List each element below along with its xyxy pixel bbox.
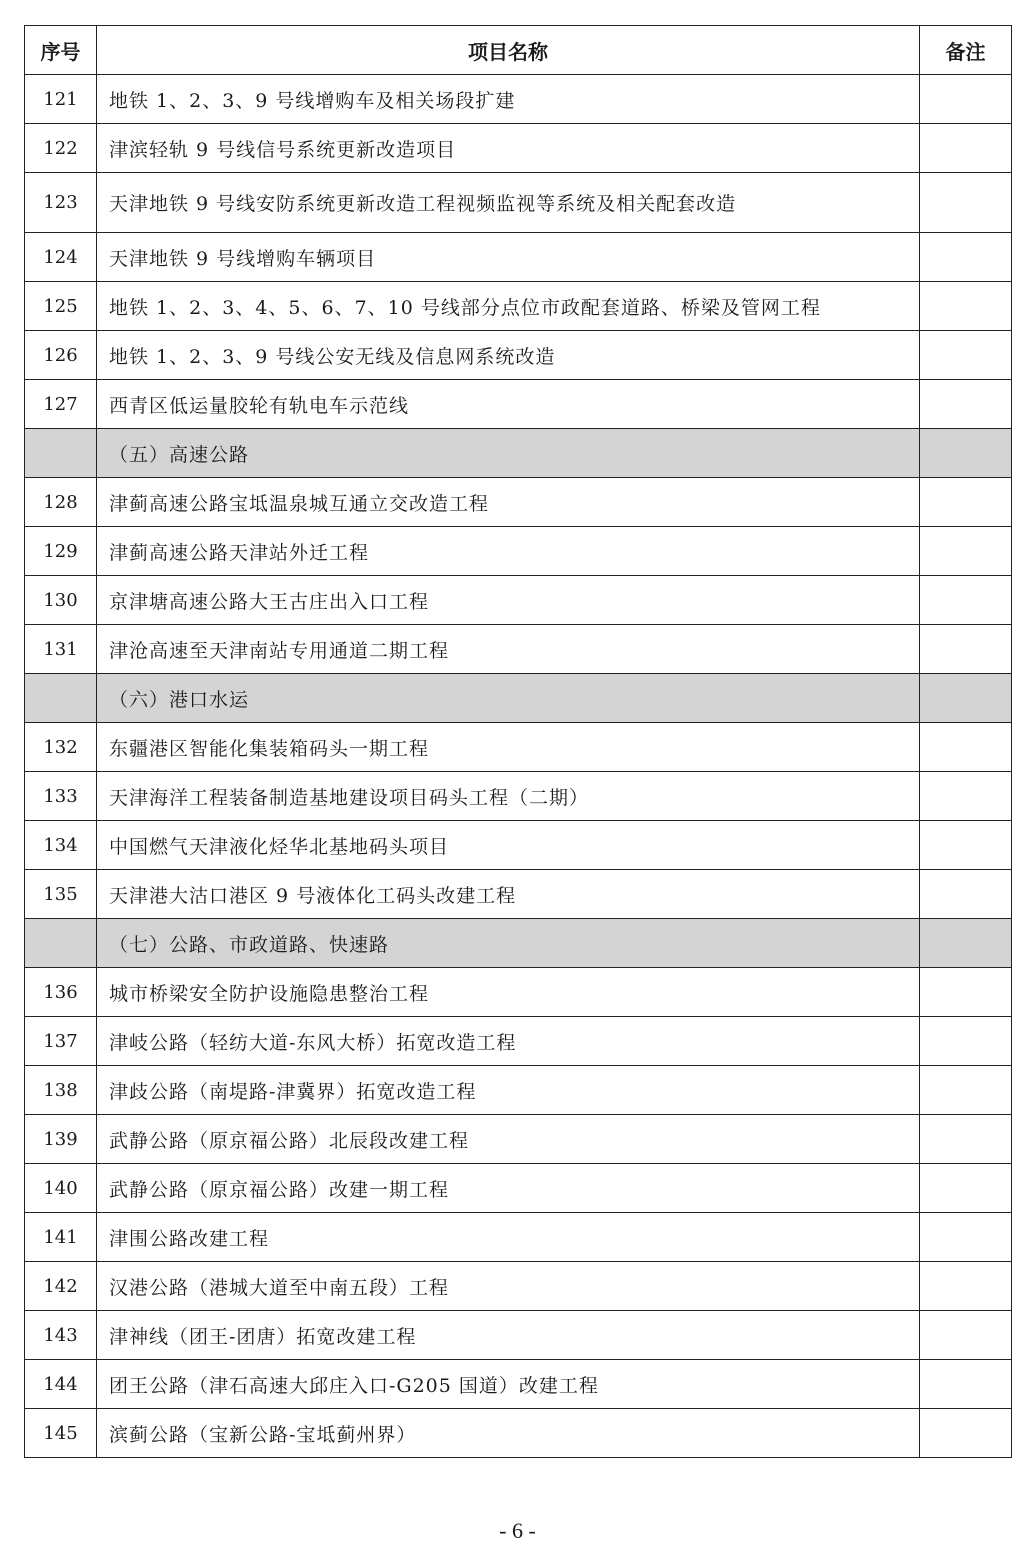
serial-number-cell: 127: [25, 380, 97, 429]
project-name-cell: 武静公路（原京福公路）改建一期工程: [97, 1164, 920, 1213]
remarks-cell: [920, 478, 1012, 527]
remarks-cell: [920, 331, 1012, 380]
table-row: [25, 1115, 1012, 1164]
serial-number-cell: 121: [25, 75, 97, 124]
section-header-row: [25, 674, 1012, 723]
remarks-cell: [920, 1066, 1012, 1115]
remarks-cell: [920, 1311, 1012, 1360]
table-row: [25, 772, 1012, 821]
serial-number-cell: 128: [25, 478, 97, 527]
table-row: [25, 1262, 1012, 1311]
table-row: [25, 380, 1012, 429]
project-name-cell: 地铁 1、2、3、9 号线增购车及相关场段扩建: [97, 75, 920, 124]
remarks-cell: [920, 527, 1012, 576]
project-name-cell: 京津塘高速公路大王古庄出入口工程: [97, 576, 920, 625]
project-name-cell: 津神线（团王-团唐）拓宽改建工程: [97, 1311, 920, 1360]
table-row: [25, 576, 1012, 625]
serial-number-cell: 139: [25, 1115, 97, 1164]
table-row: [25, 478, 1012, 527]
section-title-cell: （五）高速公路: [97, 429, 920, 478]
table-row: [25, 821, 1012, 870]
header-remarks: 备注: [920, 26, 1012, 75]
remarks-cell: [920, 173, 1012, 233]
serial-number-cell: 129: [25, 527, 97, 576]
remarks-cell: [920, 625, 1012, 674]
serial-number-cell: 134: [25, 821, 97, 870]
table-row: [25, 233, 1012, 282]
remarks-cell: [920, 870, 1012, 919]
serial-number-cell: 144: [25, 1360, 97, 1409]
table-header-row: [25, 26, 1012, 75]
project-name-cell: 地铁 1、2、3、4、5、6、7、10 号线部分点位市政配套道路、桥梁及管网工程: [97, 282, 920, 331]
section-header-row: [25, 919, 1012, 968]
remarks-cell: [920, 576, 1012, 625]
serial-number-cell: [25, 674, 97, 723]
serial-number-cell: 125: [25, 282, 97, 331]
remarks-cell: [920, 821, 1012, 870]
serial-number-cell: 122: [25, 124, 97, 173]
serial-number-cell: 135: [25, 870, 97, 919]
serial-number-cell: 130: [25, 576, 97, 625]
table-row: [25, 1311, 1012, 1360]
project-table-container: [24, 25, 1011, 1458]
table-row: [25, 1409, 1012, 1458]
remarks-cell: [920, 968, 1012, 1017]
table-row: [25, 870, 1012, 919]
table-row: [25, 723, 1012, 772]
remarks-cell: [920, 233, 1012, 282]
remarks-cell: [920, 772, 1012, 821]
project-name-cell: 天津地铁 9 号线增购车辆项目: [97, 233, 920, 282]
serial-number-cell: 138: [25, 1066, 97, 1115]
serial-number-cell: 143: [25, 1311, 97, 1360]
remarks-cell: [920, 723, 1012, 772]
table-body: [25, 75, 1012, 1458]
project-name-cell: 城市桥梁安全防护设施隐患整治工程: [97, 968, 920, 1017]
project-name-cell: 津岐公路（轻纺大道-东风大桥）拓宽改造工程: [97, 1017, 920, 1066]
section-title-cell: （六）港口水运: [97, 674, 920, 723]
project-name-cell: 天津地铁 9 号线安防系统更新改造工程视频监视等系统及相关配套改造: [97, 173, 920, 233]
remarks-cell: [920, 1262, 1012, 1311]
section-title-cell: （七）公路、市政道路、快速路: [97, 919, 920, 968]
remarks-cell: [920, 1017, 1012, 1066]
remarks-cell: [920, 1360, 1012, 1409]
serial-number-cell: 132: [25, 723, 97, 772]
remarks-cell: [920, 124, 1012, 173]
serial-number-cell: 137: [25, 1017, 97, 1066]
project-name-cell: 汉港公路（港城大道至中南五段）工程: [97, 1262, 920, 1311]
table-row: [25, 625, 1012, 674]
table-row: [25, 1164, 1012, 1213]
table-row: [25, 968, 1012, 1017]
project-name-cell: 西青区低运量胶轮有轨电车示范线: [97, 380, 920, 429]
remarks-cell: [920, 1409, 1012, 1458]
project-name-cell: 地铁 1、2、3、9 号线公安无线及信息网系统改造: [97, 331, 920, 380]
project-name-cell: 津围公路改建工程: [97, 1213, 920, 1262]
table-row: [25, 282, 1012, 331]
header-serial-number: 序号: [25, 26, 97, 75]
remarks-cell: [920, 674, 1012, 723]
project-name-cell: 津沧高速至天津南站专用通道二期工程: [97, 625, 920, 674]
project-name-cell: 武静公路（原京福公路）北辰段改建工程: [97, 1115, 920, 1164]
section-header-row: [25, 429, 1012, 478]
remarks-cell: [920, 1213, 1012, 1262]
table-row: [25, 527, 1012, 576]
table-row: [25, 124, 1012, 173]
remarks-cell: [920, 282, 1012, 331]
table-row: [25, 331, 1012, 380]
project-name-cell: 津滨轻轨 9 号线信号系统更新改造项目: [97, 124, 920, 173]
project-name-cell: 津蓟高速公路宝坻温泉城互通立交改造工程: [97, 478, 920, 527]
serial-number-cell: 141: [25, 1213, 97, 1262]
serial-number-cell: 124: [25, 233, 97, 282]
project-name-cell: 津歧公路（南堤路-津冀界）拓宽改造工程: [97, 1066, 920, 1115]
remarks-cell: [920, 1115, 1012, 1164]
project-name-cell: 滨蓟公路（宝新公路-宝坻蓟州界）: [97, 1409, 920, 1458]
project-table: [24, 25, 1012, 1458]
remarks-cell: [920, 1164, 1012, 1213]
serial-number-cell: [25, 919, 97, 968]
project-name-cell: 中国燃气天津液化烃华北基地码头项目: [97, 821, 920, 870]
serial-number-cell: 131: [25, 625, 97, 674]
serial-number-cell: 133: [25, 772, 97, 821]
project-name-cell: 天津海洋工程装备制造基地建设项目码头工程（二期）: [97, 772, 920, 821]
serial-number-cell: 126: [25, 331, 97, 380]
project-name-cell: 东疆港区智能化集装箱码头一期工程: [97, 723, 920, 772]
project-name-cell: 天津港大沽口港区 9 号液体化工码头改建工程: [97, 870, 920, 919]
project-name-cell: 津蓟高速公路天津站外迁工程: [97, 527, 920, 576]
table-row: [25, 1360, 1012, 1409]
remarks-cell: [920, 919, 1012, 968]
table-row: [25, 173, 1012, 233]
table-row: [25, 1213, 1012, 1262]
serial-number-cell: [25, 429, 97, 478]
serial-number-cell: 136: [25, 968, 97, 1017]
header-project-name: 项目名称: [97, 26, 920, 75]
remarks-cell: [920, 75, 1012, 124]
serial-number-cell: 145: [25, 1409, 97, 1458]
table-row: [25, 1017, 1012, 1066]
page-number: - 6 -: [499, 1518, 536, 1543]
serial-number-cell: 123: [25, 173, 97, 233]
serial-number-cell: 140: [25, 1164, 97, 1213]
table-row: [25, 75, 1012, 124]
remarks-cell: [920, 429, 1012, 478]
project-name-cell: 团王公路（津石高速大邱庄入口-G205 国道）改建工程: [97, 1360, 920, 1409]
remarks-cell: [920, 380, 1012, 429]
serial-number-cell: 142: [25, 1262, 97, 1311]
table-row: [25, 1066, 1012, 1115]
